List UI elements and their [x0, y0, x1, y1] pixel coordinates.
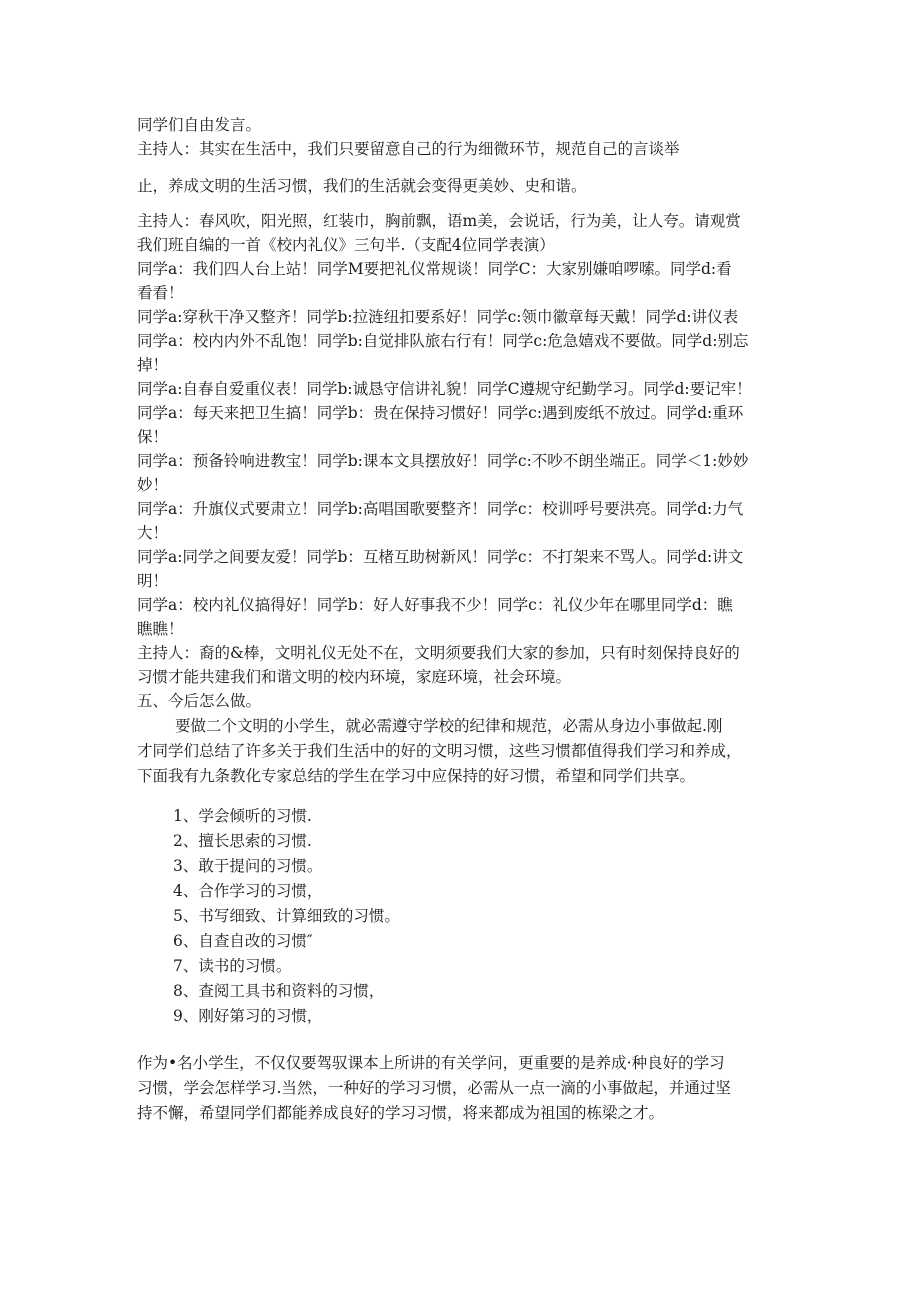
- habit-item: 7、读书的习惯。: [173, 957, 292, 975]
- habit-item: 1、学会倾听的习惯.: [173, 807, 312, 825]
- dialogue-line: 掉！: [137, 356, 169, 374]
- habit-item: 6、自查自改的习惯″: [173, 932, 313, 950]
- paragraph-line: 才同学们总结了许多关于我们生活中的好的文明习惯，这些习惯都值得我们学习和养成，: [137, 742, 742, 760]
- dialogue-line: 同学a：预备铃响进教宝！同学b:课本文具摆放好！同学c:不吵不朗坐端正。同学＜1:妙妙: [137, 452, 749, 470]
- host-line: 我们班自编的一首《校内礼仪》三句半.（支配4位同学表演）: [137, 236, 555, 254]
- habit-item: 3、敢于提问的习惯。: [173, 857, 323, 875]
- paragraph-line: 要做二个文明的小学生，就必需遵守学校的纪律和规范，必需从身边小事做起.刚: [175, 717, 723, 735]
- dialogue-line: 同学a：升旗仪式要肃立！同学b:高唱国歌要整齐！同学c：校训呼号要洪亮。同学d:力气: [137, 500, 744, 518]
- dialogue-line: 看看！: [137, 284, 184, 302]
- section-title: 五、今后怎么做。: [137, 692, 262, 710]
- habit-item: 5、书写细致、计算细致的习惯。: [173, 907, 400, 925]
- habit-item: 8、查阅工具书和资料的习惯，: [173, 982, 385, 1000]
- dialogue-line: 妙！: [137, 476, 169, 494]
- paragraph-line: 下面我有九条教化专家总结的学生在学习中应保持的好习惯，希望和同学们共享。: [137, 767, 696, 785]
- dialogue-line: 同学a：校内内外不乱饱！同学b:自觉排队旅右行有！同学c:危急嬉戏不要做。同学d:别忘: [137, 332, 749, 350]
- dialogue-line: 保！: [137, 428, 169, 446]
- closing-line: 习惯才能共建我们和谐文明的校内环境，家庭环境，社会环境。: [137, 668, 572, 686]
- habit-item: 4、合作学习的习惯，: [173, 882, 323, 900]
- habit-item: 2、擅长思索的习惯.: [173, 832, 312, 850]
- final-line: 习惯，学会怎样学习.当然，一种好的学习习惯，必需从一点一滴的小事做起，并通过坚: [137, 1079, 731, 1097]
- dialogue-line: 同学a:自春自爱重仪表！同学b:诚恳守信讲礼貌！同学C遵规守纪勤学习。同学d:要记牢！: [137, 380, 752, 398]
- dialogue-line: 同学a：每天来把卫生搞！同学b：贵在保持习惯好！同学c:遇到废纸不放过。同学d:重环: [137, 404, 744, 422]
- dialogue-line: 瞧瞧！: [137, 620, 184, 638]
- intro-line: 主持人：其实在生活中，我们只要留意自己的行为细微环节，规范自己的言谈举: [137, 140, 680, 158]
- final-line: 持不懈，希望同学们都能养成良好的学习习惯，将来都成为祖国的栋梁之才。: [137, 1104, 665, 1122]
- dialogue-line: 同学a：校内礼仪搞得好！同学b：好人好事我不少！同学c：礼仪少年在哪里同学d：瞧: [137, 596, 733, 614]
- dialogue-line: 大！: [137, 524, 169, 542]
- host-line: 主持人：春风吹，阳光照，红装巾，胸前飘，语m美，会说话，行为美，让人夸。请观赏: [137, 212, 741, 230]
- intro-line: 止，养成文明的生活习惯，我们的生活就会变得更美妙、史和谐。: [137, 177, 587, 195]
- habit-item: 9、刚好第习的习惯，: [173, 1007, 323, 1025]
- dialogue-line: 明！: [137, 572, 169, 590]
- closing-line: 主持人：裔的&棒，文明礼仪无处不在，文明须要我们大家的参加，只有时刻保持良好的: [137, 644, 740, 662]
- dialogue-line: 同学a:同学之间要友爱！同学b：互楮互助树新风！同学c：不打架来不骂人。同学d:讲文: [137, 548, 744, 566]
- intro-line: 同学们自由发言。: [137, 116, 262, 134]
- dialogue-line: 同学a：我们四人台上站！同学M要把礼仪常规谈！同学C：大家别嫌咱啰嗦。同学d:看: [137, 260, 732, 278]
- final-line: 作为•名小学生，不仅仅要驾驭课本上所讲的有关学问，更重要的是养成·种良好的学习: [137, 1054, 725, 1072]
- dialogue-line: 同学a:穿秋干净又整齐！同学b:拉涟纽扣要系好！同学c:领巾徽章每天戴！同学d:讲仪表: [137, 308, 739, 326]
